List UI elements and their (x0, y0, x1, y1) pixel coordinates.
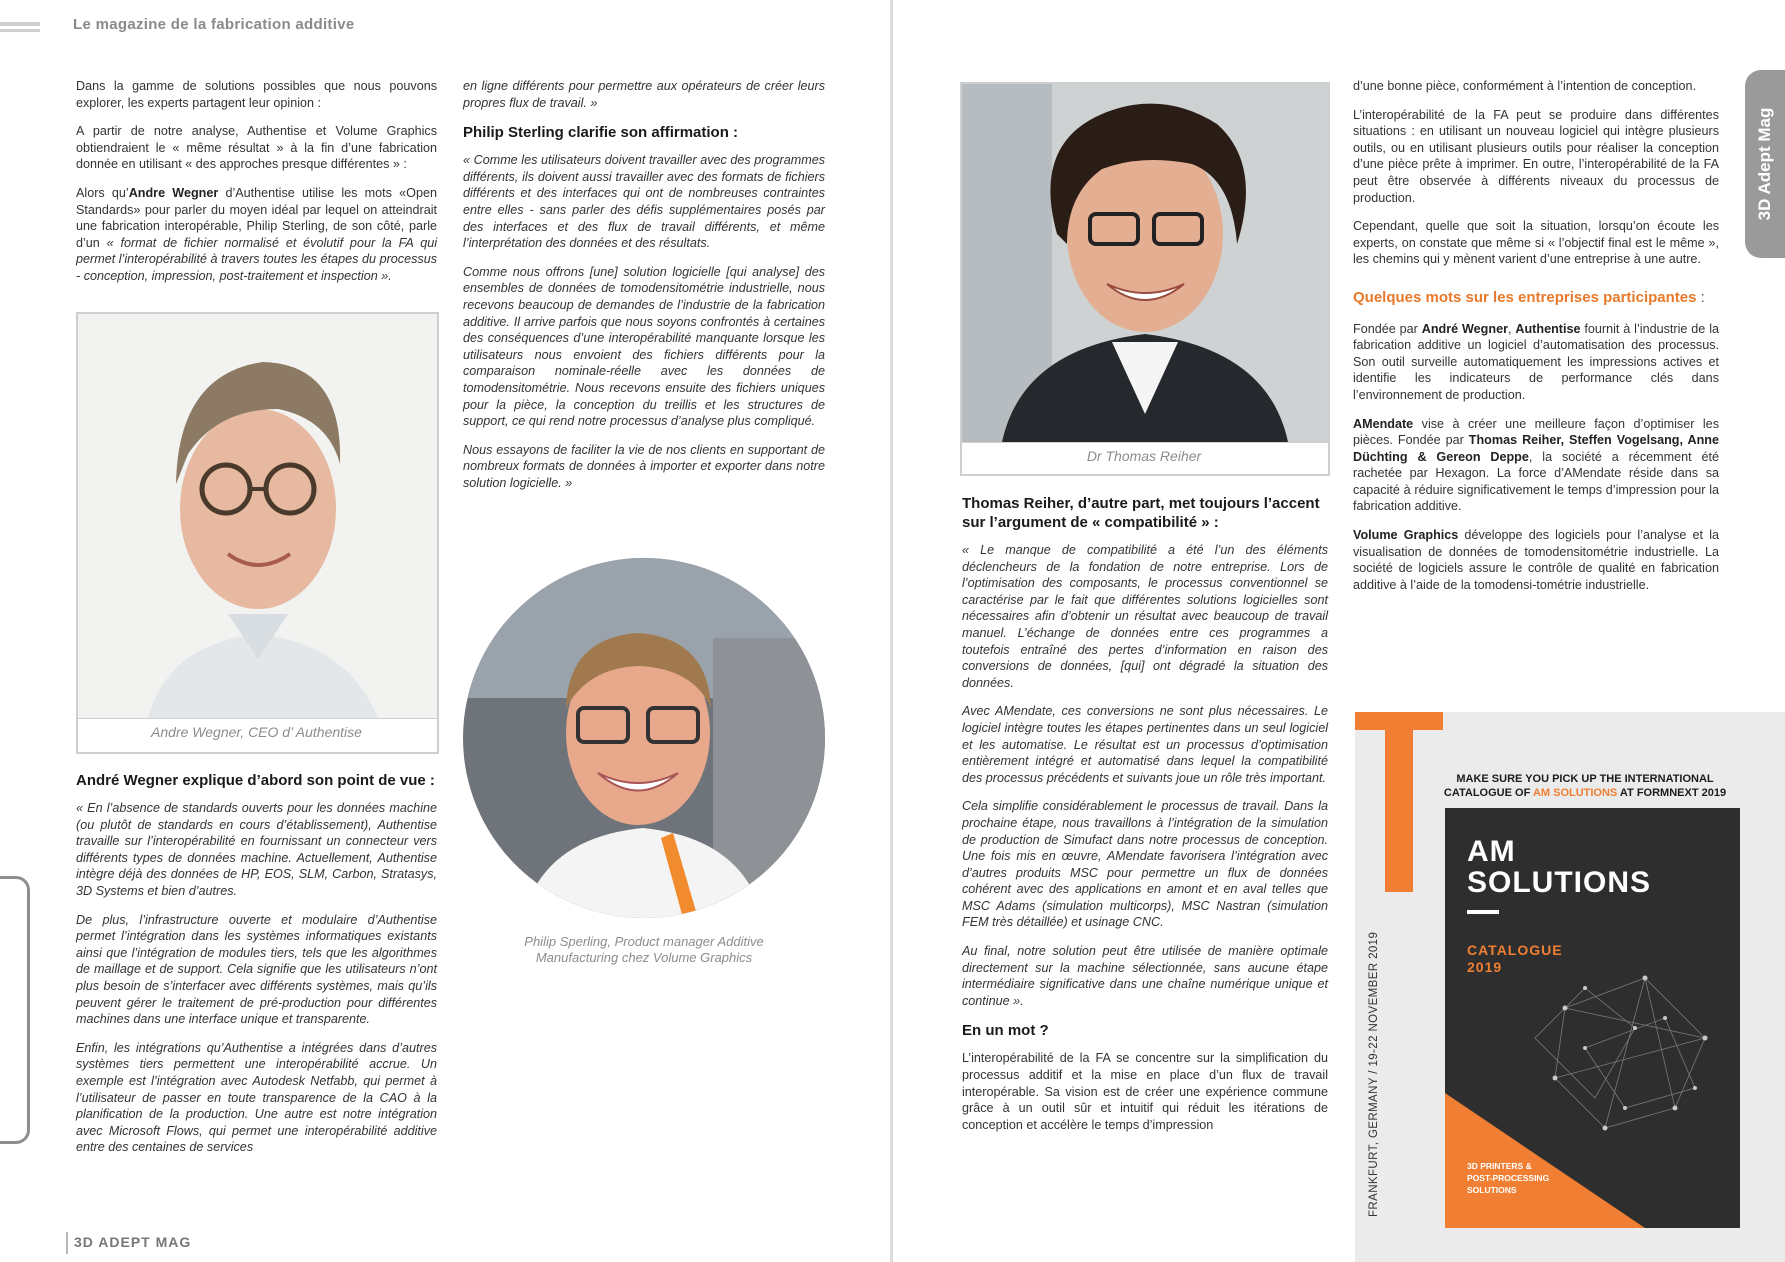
portrait-photo (78, 314, 437, 718)
photo-caption: Dr Thomas Reiher (1086, 448, 1202, 464)
photo-caption: Andre Wegner, CEO d’ Authentise (151, 724, 362, 740)
section-heading: Thomas Reiher, d’autre part, met toujours l’accent sur l’argument de « compatibilité » : (962, 495, 1320, 531)
paragraph: Cependant, quelle que soit la situation, lorsqu’on écoute les experts, on constate que même si « l’objectif final est le même », les chemins qui y mènent varient d’une entreprise à une autre. (1353, 219, 1719, 267)
paragraph: Fondée par André Wegner, Authentise fournit à l’industrie de la fabrication additive un logiciel d’automatisation des processus. Son outil surveille automatiquement les impressions actives et identifie les indicateurs de performance clés dans l’environnement de production. (1353, 321, 1719, 402)
section-heading: En un mot ? (962, 1022, 1049, 1040)
section-heading: André Wegner explique d’abord son point de vue : (76, 772, 435, 789)
column-1 (76, 78, 437, 297)
portrait-photo (962, 84, 1328, 442)
ad-tagline: 3D PRINTERS & POST-PROCESSING SOLUTIONS (1467, 1161, 1550, 1195)
ad-divider (1467, 910, 1499, 914)
quote-paragraph: Cela simplifie considérablement le processus de travail. Dans la prochaine étape, nous travaillons à l’intégration de la simulation de production de Simufact dans notre processus de conception. Une fois mis en œuvre, AMendate favorisera l’intégration avec d’autres produits MSC pour permettre un flux de données cohérent avec des applications en amont et en aval telles que MSC Adams (simulation multicorps), MSC Nastran (simulation FEM très détaillée) et usinage CNC. (962, 799, 1328, 930)
footer-label: 3D ADEPT MAG (74, 1234, 192, 1250)
portrait-thomas-reiher (960, 82, 1330, 476)
paragraph: Volume Graphics développe des logiciels pour l’analyse et la visualisation de données de tomodensitométrie industrielle. La société de logiciels assure le contrôle de qualité en fabrication additive à l’aide de la tomodensi-tométrie industrielle. (1353, 528, 1720, 592)
side-tab (1745, 70, 1785, 258)
quote-paragraph: Enfin, les intégrations qu’Authentise a intégrées dans d’autres systèmes tiers permettent une interopérabilité accrue. Un exemple est l’intégration avec Autodesk Netfabb, qui permet à l’utilisateur de passer en toute transparence de la CAO à la planification de la production. Une autre est notre intégration avec Microsoft Flows, qui permet une interopérabilité additive entre des centaines de services (76, 1040, 437, 1155)
quote-paragraph: Avec AMendate, ces conversions ne sont plus nécessaires. Le logiciel intègre toutes les étapes pertinentes dans un seul logiciel et les automatise. Le résultat est un processus d’optimisation entièrement intégré et automatisé dans lequel la compatibilité des processus précédents et suivants joue un rôle très important. (962, 704, 1328, 785)
column-3 (962, 494, 1328, 1145)
paragraph: Alors qu’Andre Wegner d’Authentise utilise les mots «Open Standards» pour parler du moyen idéal par lequel on atteindrait une fabrication interopérable, Philip Sterling, de son côté, parle d’un « format de fichier normalisé et évolutif pour la FA qui permet l’interopérabilité à travers toutes les étapes du processus - conception, impression, post-traitement et inspection ». (76, 185, 437, 283)
paragraph: L’interopérabilité de la FA peut se produire dans différentes situations : en utilisant un nouveau logiciel qui intègre plusieurs outils, ou en utilisant plusieurs outils pour réaliser la conception d’une pièce prête à imprimer. En outre, l’interopérabilité de la FA peut être observée à différents niveaux du processus de production. (1353, 107, 1719, 205)
header-bar (0, 29, 40, 32)
quote-paragraph: en ligne différents pour permettre aux opérateurs de créer leurs propres flux de travail. » (463, 79, 825, 110)
photo-caption: Philip Sperling, Product manager Additive Manufacturing chez Volume Graphics (524, 934, 764, 965)
footer-rule (66, 1232, 68, 1254)
paragraph: AMendate vise à créer une meilleure façon d’optimiser les pièces. Fondée par Thomas Reiher, Steffen Vogelsang, Anne Düchting & Gereon Deppe, la société a récemment été rachetée par Hexagon. La force d’AMendate réside dans sa capacité à réduire significativement le temps d’impression pour la fabrication additive. (1353, 416, 1720, 514)
ad-headline: MAKE SURE YOU PICK UP THE INTERNATIONAL CATALOGUE OF AM SOLUTIONS AT FORMNEXT 2019 (1443, 773, 1727, 799)
page-edge-marker (0, 876, 30, 1144)
catalogue-cover (1445, 808, 1740, 1228)
ad-accent-bar (1385, 730, 1413, 892)
portrait-andre-wegner (76, 312, 439, 754)
paragraph: L’interopérabilité de la FA se concentre sur la simplification du processus additif et la mise en place d’un flux de travail interopérable. Sa vision est de créer une expérience commune grâce à un outil sûr et intuitif qui réduit les itérations de conception et accélère le temps d’impression (962, 1051, 1328, 1132)
column-2 (463, 78, 825, 503)
column-4 (1353, 78, 1719, 605)
quote-paragraph: Comme nous offrons [une] solution logicielle [qui analyse] des ensembles de données de tomodensitométrie industrielle, nous recevons beaucoup de demandes de l’industrie de la fabrication additive. Il arrive parfois que nous soyons confrontés à certaines des conséquences d’une interopérabilité manquante lorsque les utilisateurs nous envoient des fichiers différents pour la comparaison nominale-réelle avec les données de tomodensitométrie. Nous recevons ensuite des fichiers uniques pour la pièce, la conception du treillis et les structures de support, ce qui rend notre processus d’analyse plus compliqué. (463, 264, 825, 429)
side-tab-label: 3D Adept Mag (1755, 107, 1774, 221)
section-heading: Quelques mots sur les entreprises participantes : (1353, 288, 1705, 306)
ad-title: AM SOLUTIONS (1467, 835, 1652, 899)
quote-paragraph: Nous essayons de faciliter la vie de nos clients en supportant de nombreux formats de données à importer et exporter dans notre solution logicielle. » (463, 442, 825, 490)
catalogue-advertisement: MAKE SURE YOU PICK UP THE INTERNATIONAL CATALOGUE OF AM SOLUTIONS AT FORMNEXT 2019 FRANKFURT, GERMANY / 19-22 NOVEMBER 2019 AM SOLUTIONS CATALOGUE 2019 3D PRINTERS & POST-PROCESSING SOLUTIONS (1355, 712, 1785, 1262)
ad-subtitle: CATALOGUE 2019 (1467, 942, 1563, 975)
ad-accent-bar (1355, 712, 1443, 730)
magazine-header-title: Le magazine de la fabrication additive (73, 16, 355, 33)
quote-paragraph: « En l’absence de standards ouverts pour les données machine (ou plutôt de standards en cours d’établissement), Authentise travaille sur l’interopérabilité en fournissant un connecteur vers différents types de données machine. Actuellement, Authentise intègre déjà des données de HP, EOS, SLM, Carbon, Stratasys, 3D Systems et bien d’autres. (76, 801, 437, 898)
left-page (0, 0, 890, 1262)
quote-paragraph: De plus, l’infrastructure ouverte et modulaire d’Authentise permet l’intégration dans les systèmes informatiques existants ainsi que l’intégration de modules tiers, tels que les algorithmes de maillage et de support. Cela signifie que les utilisateurs n’ont plus besoin de s’interfacer avec différents systèmes, mais qu’ils peuvent gérer le traitement de pré-production pour différentes machines dans une interface unique et transparente. (76, 912, 437, 1027)
header-bar (0, 22, 40, 26)
quote-paragraph: Au final, notre solution peut être utilisée de manière optimale directement sur la machine sélectionnée, sans aucune étape intermédiaire significative dans une chaîne numérique unique et continue ». (962, 944, 1328, 1008)
portrait-philip-sperling (463, 558, 825, 918)
paragraph: d’une bonne pièce, conformément à l’intention de conception. (1353, 79, 1697, 93)
section-heading: Philip Sterling clarifie son affirmation : (463, 124, 739, 142)
quote-paragraph: « Le manque de compatibilité a été l’un des éléments déclencheurs de la fondation de notre entreprise. Lors de l’optimisation des composants, le processus conventionnel se caractérise par le fait que différentes solutions logicielles sont nécessaires afin d’obtenir un résultat avec beaucoup de travail manuel. L’échange de données entre ces programmes a toutefois entraîné des pertes d’information en raison des conversions de données, [qui] ont dégradé la situation des données. (962, 543, 1328, 690)
quote-paragraph: « Comme les utilisateurs doivent travailler avec des programmes différents, ils doivent aussi travailler avec des formats de fichiers différents et des interfaces qui ont de nombreuses contraintes entre elles - sans parler des défis supplémentaires posés par des interfaces et des flux de travail différents, et même l’interprétation des données et des résultats. (463, 153, 825, 251)
portrait-photo (463, 558, 825, 918)
paragraph: A partir de notre analyse, Authentise et Volume Graphics obtiendraient le « même résultat » à la fin d’une fabrication donnée en utilisant « des approches presque différentes » : (76, 124, 437, 172)
paragraph: Dans la gamme de solutions possibles que nous pouvons explorer, les experts partagent leur opinion : (76, 79, 437, 110)
column-1-lower (76, 771, 437, 1168)
